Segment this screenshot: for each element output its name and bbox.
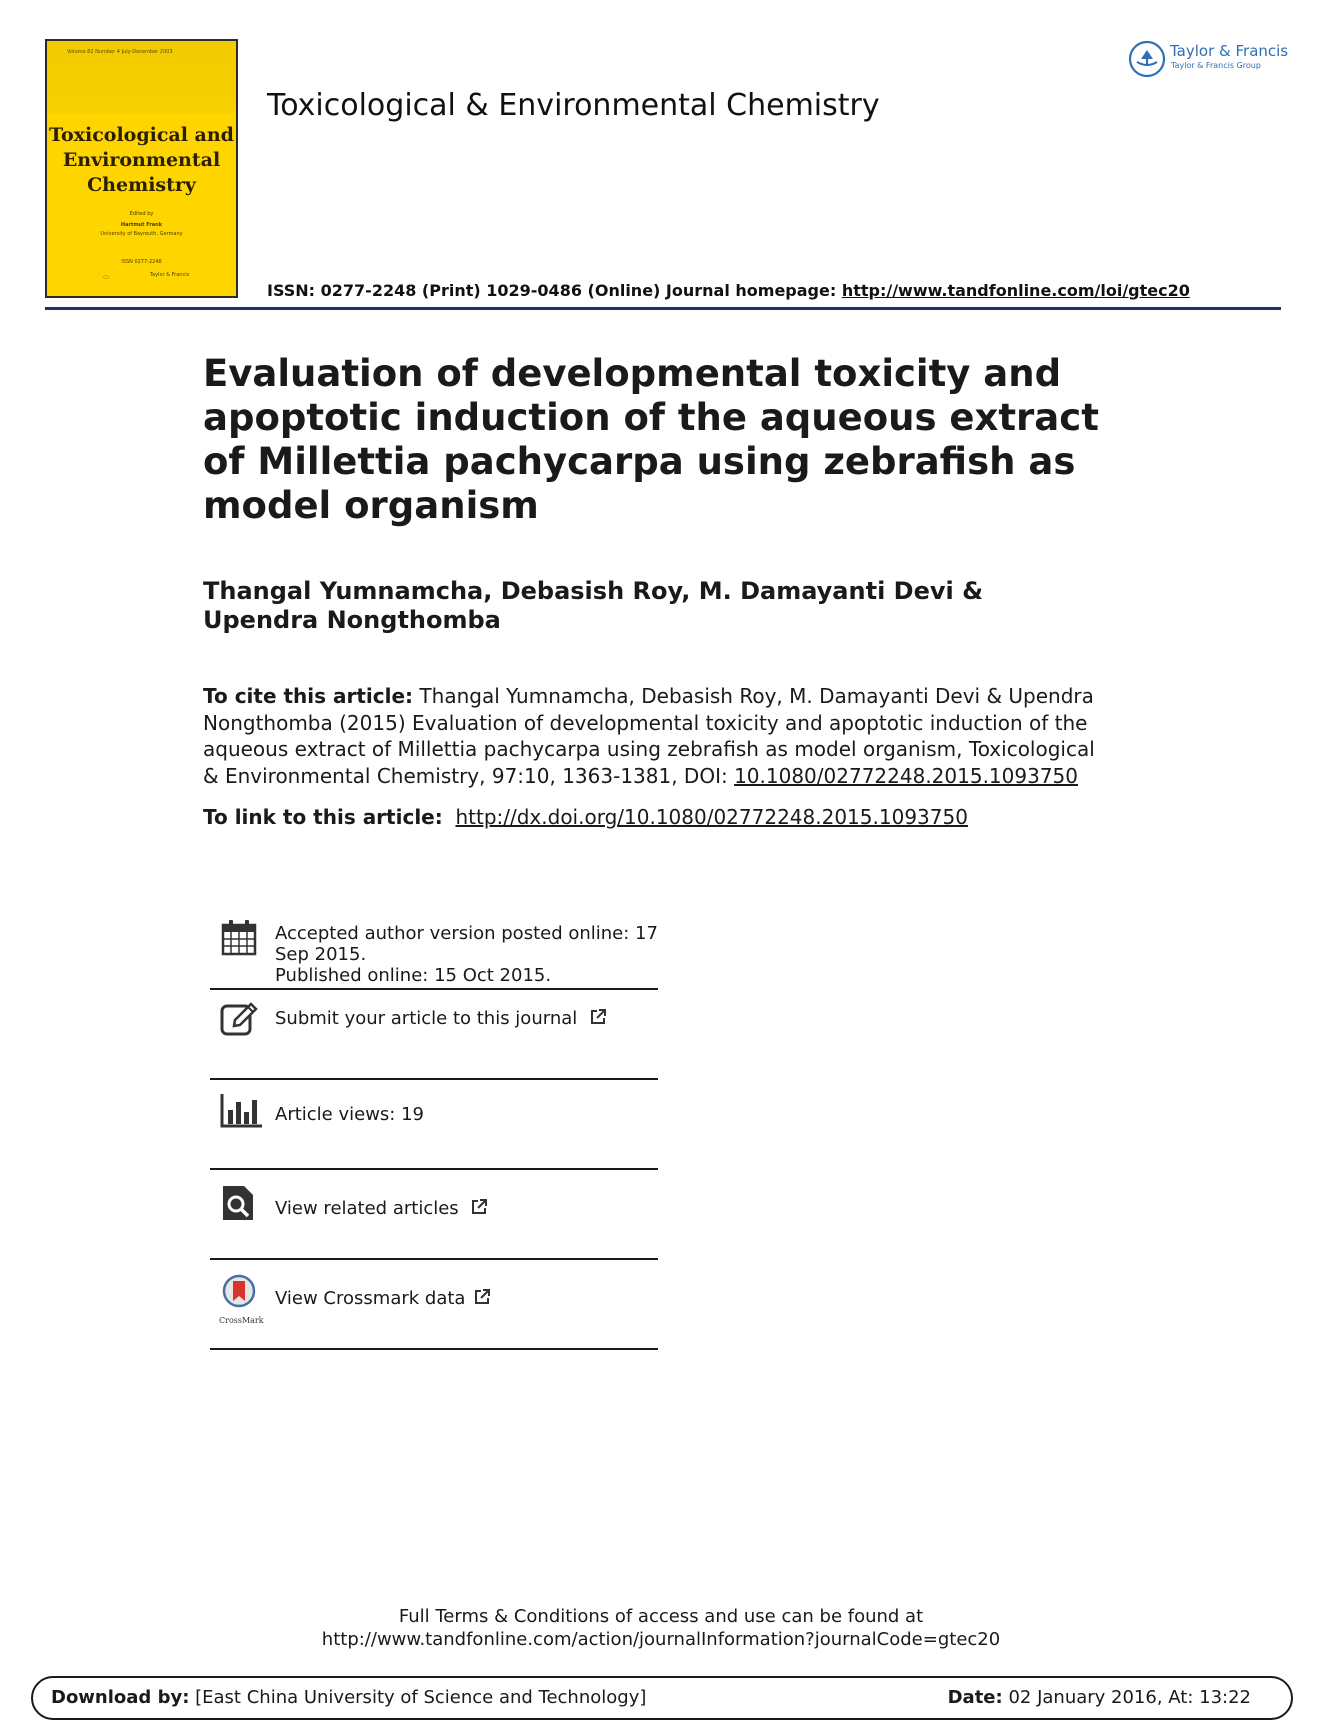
download-institution: [East China University of Science and Technology] (189, 1687, 647, 1708)
cover-issue-info: Volume 82 Number 4 July-December 2003 (67, 49, 173, 55)
publication-dates (210, 915, 658, 990)
submit-article-item[interactable] (210, 990, 658, 1080)
article-authors: Thangal Yumnamcha, Debasish Roy, M. Damayanti Devi & Upendra Nongthomba (203, 577, 983, 634)
crossmark-logo-text: CrossMark (219, 1316, 264, 1325)
citation-text: Thangal Yumnamcha, Debasish Roy, M. Damayanti Devi & Upendra Nongthomba (2015) Evaluation of developmental toxicity and apoptotic induction of the aqueous extract of Millettia pachycarpa using zebrafish as model organism, Toxicological & Environmental Chemistry, 97:10, 1363-1381, DOI: (203, 684, 1095, 788)
journal-homepage-link[interactable]: http://www.tandfonline.com/loi/gtec20 (841, 281, 1190, 300)
published-date: Published online: 15 Oct 2015. (275, 965, 552, 986)
download-date (948, 1687, 1251, 1708)
external-link-icon (470, 1198, 488, 1216)
cover-editor: Hartmut Frank (120, 222, 163, 228)
calendar-icon (220, 919, 258, 957)
download-info-bar (31, 1676, 1293, 1720)
cover-affiliation: University of Bayreuth, Germany (100, 231, 183, 237)
citation-label: To cite this article: (203, 684, 414, 708)
cover-title-line: Environmental (62, 149, 221, 171)
cover-title (47, 123, 236, 198)
publisher-name[interactable]: Taylor & Francis (1170, 42, 1289, 60)
related-articles-label[interactable]: View related articles (275, 1198, 459, 1219)
issn-line (267, 281, 1190, 300)
related-articles-link[interactable] (275, 1198, 488, 1219)
edit-icon (220, 1000, 258, 1038)
article-title: Evaluation of developmental toxicity and apoptotic induction of the aqueous extract of Millettia pachycarpa using zebrafish as model organism (203, 352, 1099, 527)
search-document-icon (220, 1184, 258, 1222)
crossmark-item[interactable] (210, 1260, 658, 1350)
terms-notice (0, 1605, 1322, 1651)
taylor-francis-logo-icon (1128, 40, 1166, 78)
article-link-line (203, 805, 968, 829)
article-info-list (210, 915, 658, 1350)
article-link[interactable]: http://dx.doi.org/10.1080/02772248.2015.1093750 (455, 805, 968, 829)
date-label: Date: (947, 1687, 1003, 1708)
dates-text (275, 923, 658, 986)
external-link-icon (473, 1288, 491, 1306)
issn-text: ISSN: 0277-2248 (Print) 1029-0486 (Online) Journal homepage: (267, 281, 842, 300)
external-link-icon (589, 1008, 607, 1026)
accepted-date-line: Accepted author version posted online: 17 (275, 923, 658, 944)
download-by (51, 1687, 646, 1708)
cover-title-line: Toxicological and (49, 124, 234, 146)
accepted-date-line: Sep 2015. (275, 944, 367, 965)
citation-block (203, 683, 1103, 789)
cover-edited-by: Edited by (129, 211, 154, 217)
publisher-group: Taylor & Francis Group (1171, 61, 1261, 70)
download-label: Download by: (51, 1687, 190, 1708)
article-views-item (210, 1080, 658, 1170)
date-value: 02 January 2016, At: 13:22 (1002, 1687, 1251, 1708)
cover-issn: ISSN 0277-2248 (121, 259, 162, 265)
terms-url[interactable]: http://www.tandfonline.com/action/journalInformation?journalCode=gtec20 (321, 1629, 1001, 1650)
crossmark-label[interactable]: View Crossmark data (275, 1288, 466, 1309)
journal-cover (45, 39, 238, 298)
link-label: To link to this article: (203, 805, 443, 829)
cover-title-line: Chemistry (87, 174, 196, 196)
doi-link[interactable]: 10.1080/02772248.2015.1093750 (734, 763, 1079, 788)
submit-article-link[interactable] (275, 1008, 607, 1029)
crossmark-link[interactable] (275, 1288, 491, 1309)
crossmark-icon (220, 1274, 258, 1318)
terms-line: Full Terms & Conditions of access and use can be found at (398, 1606, 924, 1627)
bar-chart-icon (220, 1092, 264, 1130)
cover-publisher: Taylor & Francis (149, 272, 190, 278)
cover-publisher-logo (103, 272, 121, 282)
submit-article-label[interactable]: Submit your article to this journal (275, 1008, 578, 1029)
article-views: Article views: 19 (275, 1104, 424, 1125)
related-articles-item[interactable] (210, 1170, 658, 1260)
header-divider (45, 307, 1281, 310)
journal-title[interactable]: Toxicological & Environmental Chemistry (267, 88, 880, 123)
